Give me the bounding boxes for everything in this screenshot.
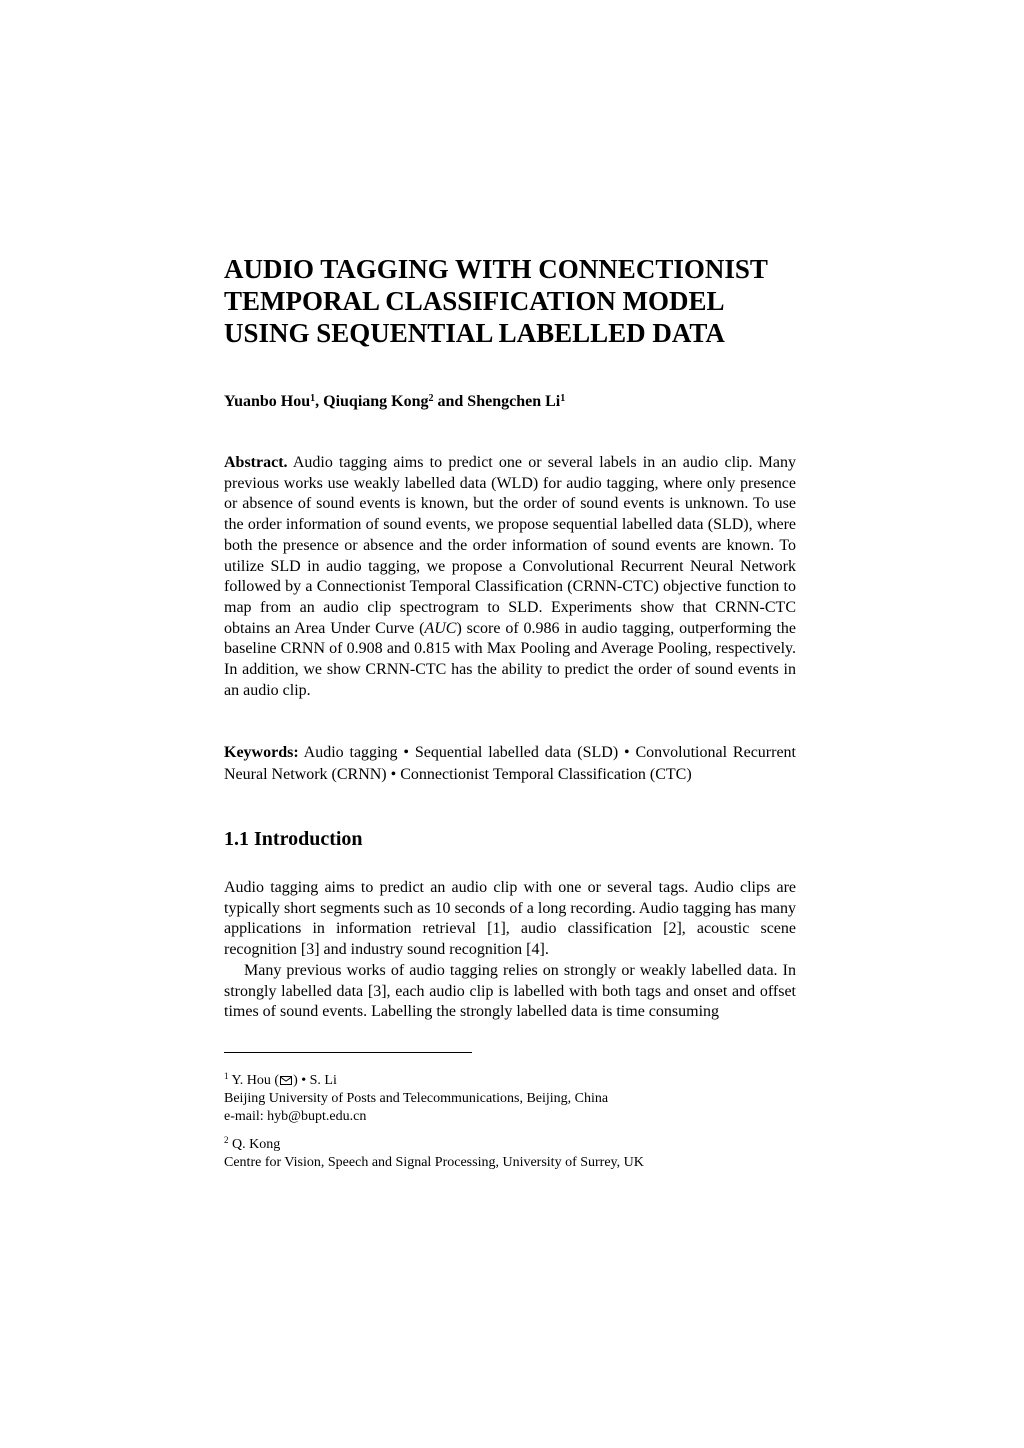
introduction-body [224,878,796,1023]
section-heading: 1.1 Introduction [224,828,363,850]
footnote-mark: 1 [224,1071,229,1081]
abstract-auc-term: AUC [424,619,457,637]
footnote-divider [224,1052,472,1053]
author-name: Yuanbo Hou [224,393,311,410]
abstract-text: ) score of 0.986 in audio tagging, outperforming the baseline CRNN of 0.908 and 0.815 with Max Pooling and Average Pooling, respectively. In addition, we show CRNN-CTC has the ability to predict the order of sound events in an audio clip. [224,619,796,699]
abstract-text: Audio tagging aims to predict one or several labels in an audio clip. Many previous works use weakly labelled data (WLD) for audio tagging, where only presence or absence of sound events is known, but the order of sound events is unknown. To use the order information of sound events, we propose sequential labelled data (SLD), where both the presence or absence and the order information of sound events are known. To utilize SLD in audio tagging, we propose a Convolutional Recurrent Neural Network followed by a Connectionist Temporal Classification (CRNN-CTC) objective function to map from an audio clip spectrogram to SLD. Experiments show that CRNN-CTC obtains an Area Under Curve ( [224,454,796,637]
title-line-3: USING SEQUENTIAL LABELLED DATA [224,318,725,348]
footnote-2 [224,1136,796,1172]
author-name: Qiuqiang Kong [323,393,429,410]
title-line-2: TEMPORAL CLASSIFICATION MODEL [224,286,725,316]
title-line-1: AUDIO TAGGING WITH CONNECTIONIST [224,254,768,284]
affiliation-mark: 1 [310,393,316,404]
affiliation-mark: 2 [428,393,434,404]
paragraph: Audio tagging aims to predict an audio clip with one or several tags. Audio clips are typically short segments such as 10 seconds of a long recording. Audio tagging has many applications in information retrieval [1], audio classification [2], acoustic scene recognition [3] and industry sound recognition [4]. [224,879,796,959]
footnote-authors: $^2$ Q. Kong [224,1135,281,1152]
abstract-label: Abstract. [224,454,288,471]
author-separator: and [433,393,468,410]
footnotes [224,1072,796,1182]
affiliation-mark: 1 [560,393,566,404]
paper-title [224,253,824,349]
envelope-icon [280,1076,292,1085]
footnote-mark: 2 [224,1135,229,1145]
keywords-label: Keywords: [224,744,299,761]
footnote-authors: $^1$ Y. Hou ( ) • S. Li [224,1071,337,1088]
author-name: Shengchen Li [467,393,561,410]
footnote-email: e-mail: hyb@bupt.edu.cn [224,1109,367,1124]
footnote-affiliation: Centre for Vision, Speech and Signal Processing, University of Surrey, UK [224,1155,644,1170]
author-list [224,392,565,412]
author-separator: , [315,393,324,410]
keywords [224,742,796,786]
keywords-text: Audio tagging • Sequential labelled data (SLD) • Convolutional Recurrent Neural Network (CRNN) • Connectionist Temporal Classification (CTC) [224,744,796,783]
footnote-affiliation: Beijing University of Posts and Telecommunications, Beijing, China [224,1091,609,1106]
abstract [224,453,796,701]
paragraph: Many previous works of audio tagging relies on strongly or weakly labelled data. In strongly labelled data [3], each audio clip is labelled with both tags and onset and offset times of sound events. Labelling the strongly labelled data is time consuming [224,961,796,1021]
footnote-1 [224,1072,796,1126]
